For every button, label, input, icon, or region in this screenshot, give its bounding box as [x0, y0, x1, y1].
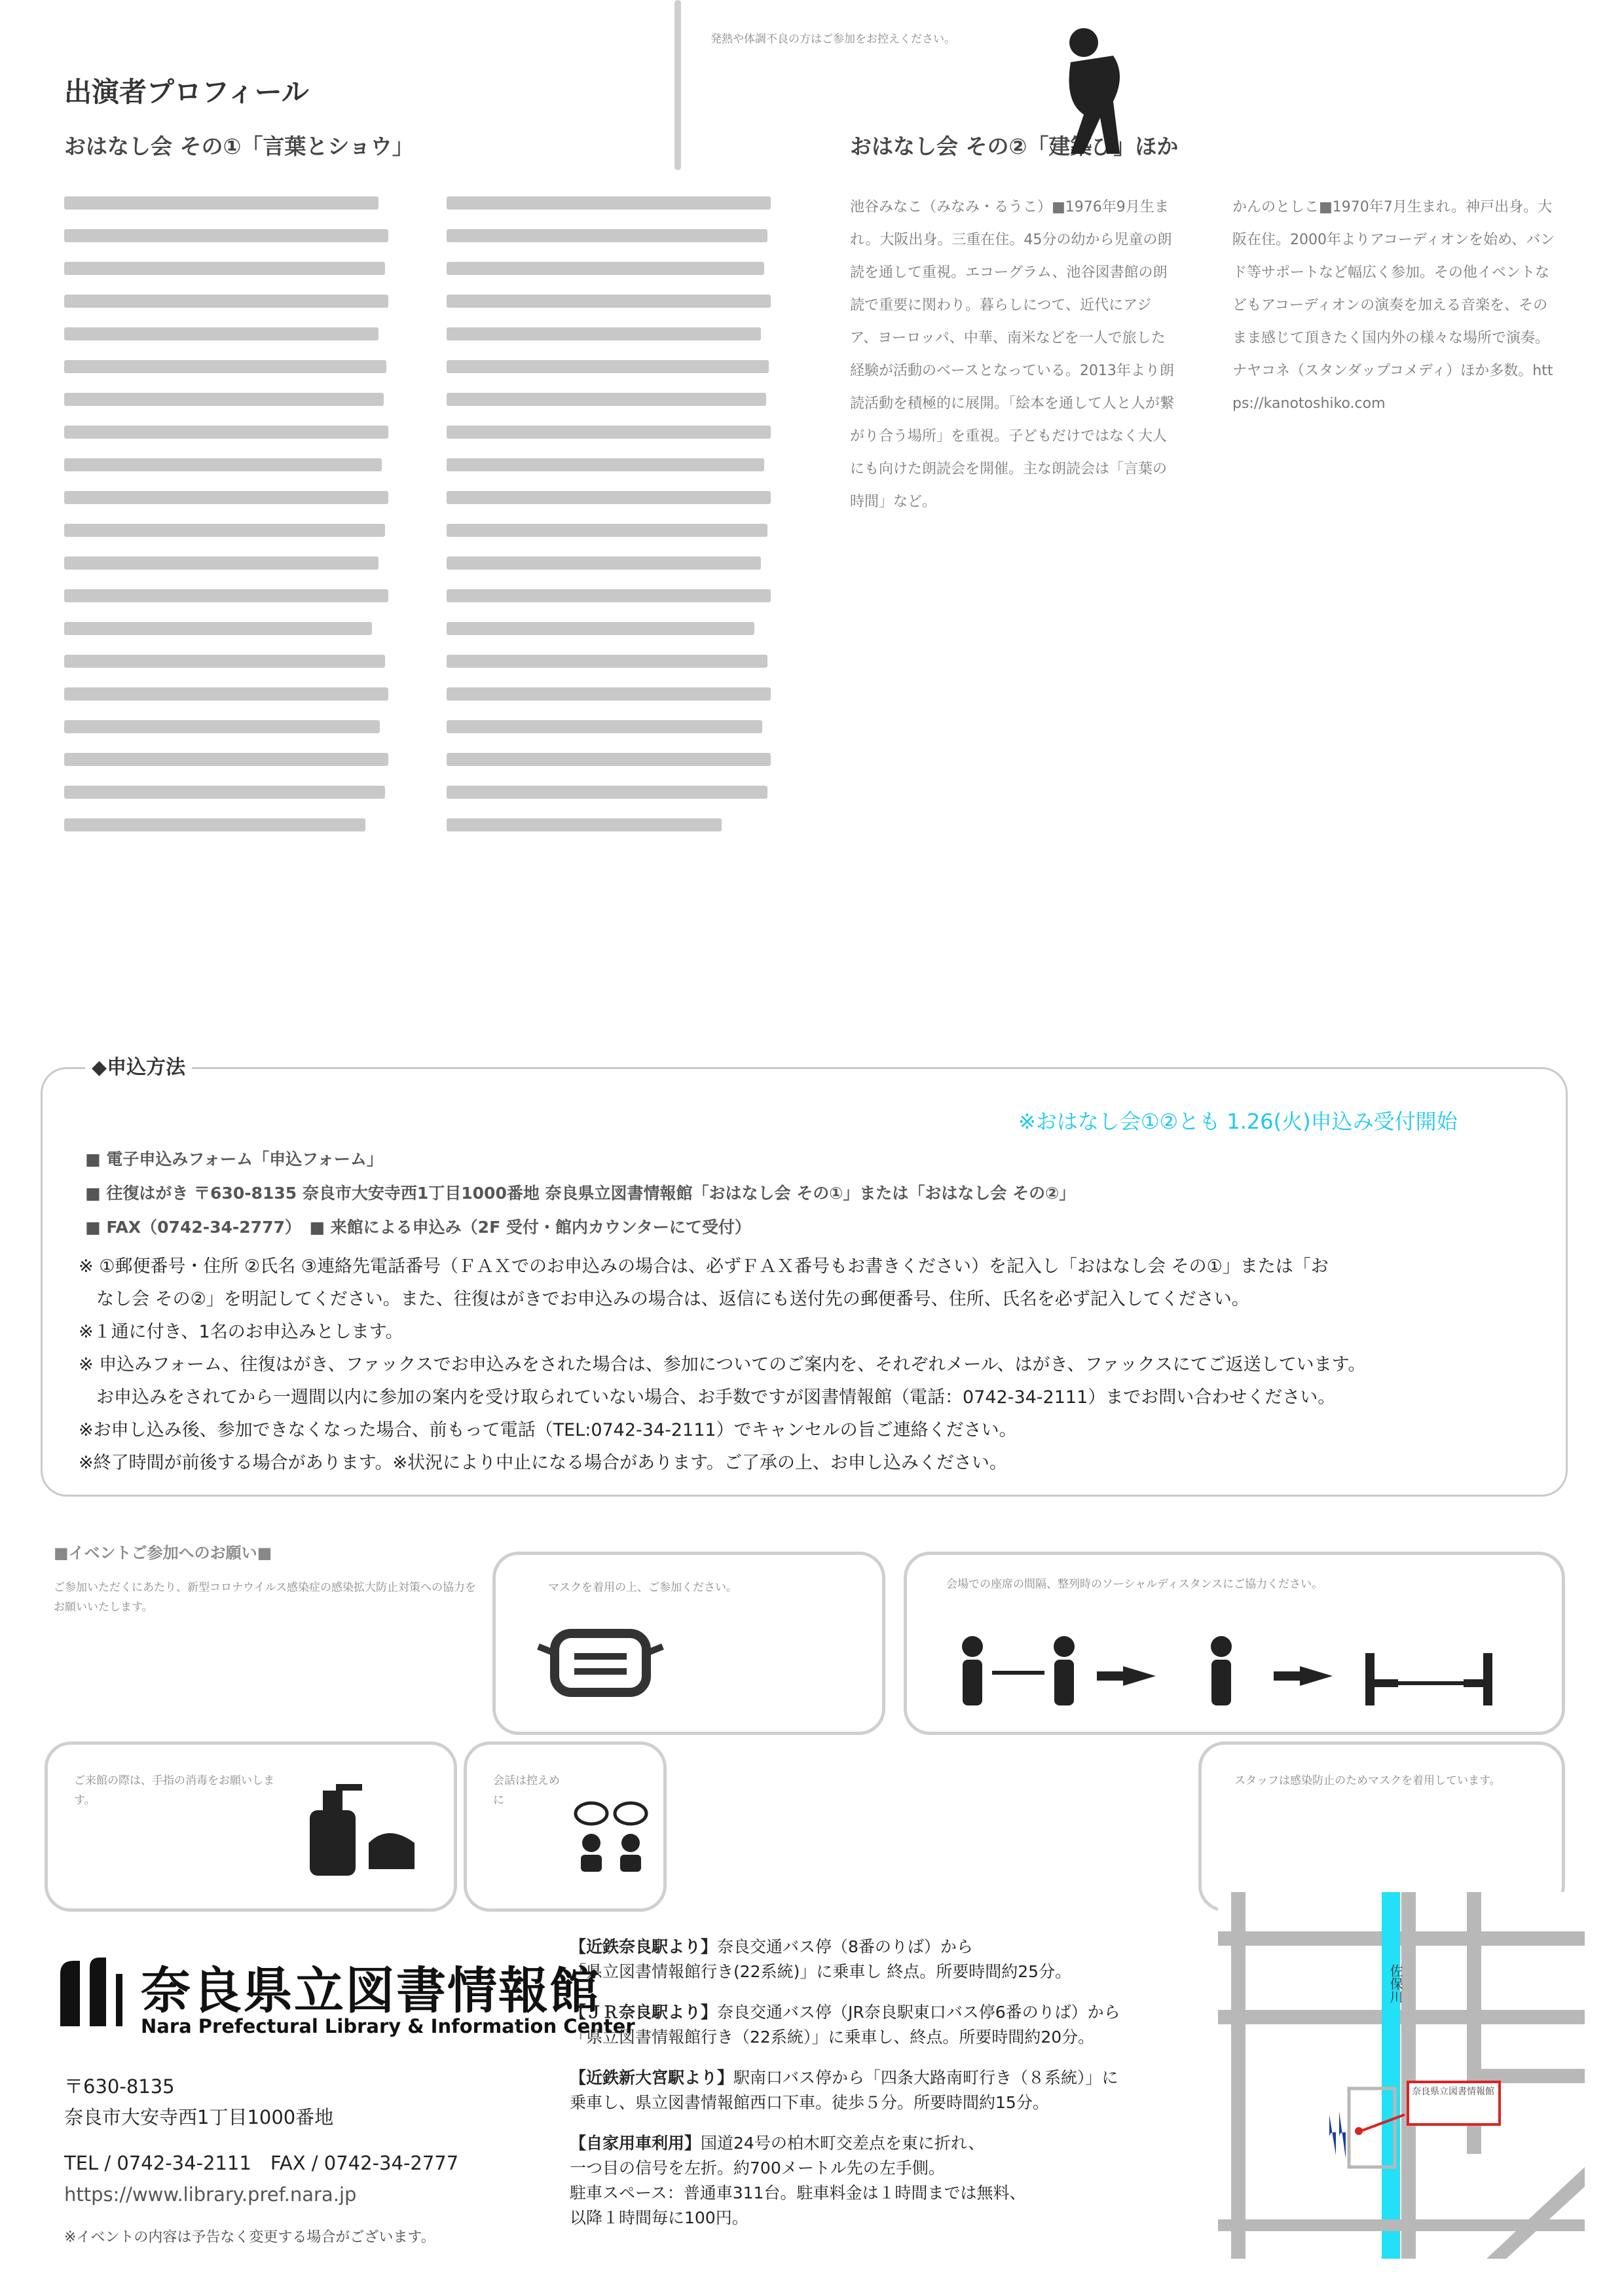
sick-person-icon: [1044, 23, 1149, 154]
access-item-line: 「県立図書情報館行き(22系統)」に乗車し 終点。所要時間約25分。: [570, 1962, 1072, 1981]
access-item-line: 一つ目の信号を左折。約700メートル先の左手側。: [570, 2159, 945, 2178]
access-item: 【近鉄奈良駅より】奈良交通バス停（8番のりば）から: [570, 1937, 973, 1956]
apply-note: ※お申し込み後、参加できなくなった場合、前もって電話（TEL:0742-34-2111）でキャンセルの旨ご連絡ください。: [79, 1420, 1017, 1440]
library-tel-fax: TEL / 0742-34-2111 FAX / 0742-34-2777: [64, 2152, 459, 2174]
caution-sick-text: 発熱や体調不良の方はご参加をお控えください。: [710, 33, 955, 46]
map-river-label: 佐保川: [1388, 1964, 1403, 2003]
apply-note: お申込みをされてから一週間以内に参加の案内を受け取られていない場合、お手数ですが図書情報館（電話：0742-34-2111）までお問い合わせください。: [79, 1387, 1336, 1408]
caution-distance-text: 会場での座席の間隔、整列時のソーシャルディスタンスにご協力ください。: [946, 1578, 1323, 1591]
library-logo-icon: [54, 1954, 129, 2033]
caution-talk-text: 会話は控えめに: [493, 1774, 560, 1807]
apply-method-form: ■ 電子申込みフォーム「申込フォーム」: [85, 1150, 383, 1169]
library-name-jp: 奈良県立図書情報館: [141, 1961, 600, 2020]
caution-title: ■イベントご参加へのお願い■: [54, 1544, 272, 1562]
apply-note: ※ 申込みフォーム、往復はがき、ファックスでお申込みをされた場合は、参加についてのご案内を、それぞれメール、はがき、ファックスにてご返送しています。: [79, 1355, 1366, 1375]
section2-column-right: かんのとしこ■1970年7月生まれ。神戸出身。大阪在住。2000年よりアコーディオンを始め、バンド等サポートなど幅広く参加。その他イベントなどもアコーディオンの演奏を加える音楽を、そのまま感じて頂きたく国内外の様々な場所で演奏。ナヤコネ（スタンダップコメディ）ほか多数。https://kanotoshiko.com: [1232, 199, 1555, 412]
access-item-line: 「県立図書情報館行き（22系統）」に乗車し、終点。所要時間約20分。: [570, 2028, 1095, 2047]
access-item-line: 駐車スペース：普通車311台。駐車料金は１時間までは無料、: [570, 2183, 1026, 2202]
caution-hand-text: ご来館の際は、手指の消毒をお願いします。: [74, 1774, 274, 1807]
access-map[interactable]: [1218, 1892, 1585, 2259]
apply-methods: [85, 1142, 1545, 1245]
access-item-line: 以降１時間毎に100円。: [570, 2208, 748, 2227]
caution-sick-box: [674, 0, 955, 170]
apply-method-fax: ■ FAX（0742-34-2777） ■ 来館による申込み（2F 受付・館内カウンターにて受付）: [85, 1218, 751, 1237]
section2-title: おはなし会 その②「建築び」ほか: [850, 134, 1179, 159]
caution-staff-box: [1198, 1741, 1565, 1912]
caution-mask-box: [492, 1552, 885, 1735]
talk-icon: [572, 1797, 650, 1876]
apply-method-postcard: ■ 往復はがき 〒630-8135 奈良市大安寺西1丁目1000番地 奈良県立図書情報館「おはなし会 その①」または「おはなし会 その②」: [85, 1184, 1076, 1203]
section1-column-right: [447, 196, 774, 851]
apply-start-notice: ※おはなし会①②とも 1.26(火)申込み受付開始: [1018, 1109, 1458, 1134]
apply-note: ※ ①郵便番号・住所 ②氏名 ③連絡先電話番号（ＦＡＸでのお申込みの場合は、必ずＦＡＸ番号もお書きください）を記入し「おはなし会 その①」または「お: [79, 1256, 1329, 1277]
caution-distance-box: [904, 1552, 1565, 1735]
access-item: 【自家用車利用】国道24号の柏木町交差点を東に折れ、: [570, 2134, 985, 2153]
map-library-label: 奈良県立図書情報館: [1412, 2086, 1494, 2097]
access-list: [570, 1935, 1198, 2231]
library-url[interactable]: https://www.library.pref.nara.jp: [64, 2183, 357, 2206]
mask-icon: [535, 1620, 666, 1705]
section1-column-left: [64, 196, 392, 851]
apply-title: ◆申込方法: [85, 1051, 192, 1080]
access-item: 【近鉄新大宮駅より】駅南口バス停から「四条大路南町行き（８系統）」に: [570, 2068, 1118, 2087]
library-address: 奈良市大安寺西1丁目1000番地: [64, 2106, 334, 2128]
disclaimer: ※イベントの内容は予告なく変更する場合がございます。: [64, 2229, 435, 2246]
section2-column-left: 池谷みなこ（みなみ・るうこ）■1976年9月生まれ。大阪出身。三重在住。45分の幼から児童の朗読を通して重視。エコーグラム、池谷図書館の朗読で重要に関わり。暮らしにつて、近代にアジア、ヨーロッパ、中華、南米などを一人で旅した経験が活動のベースとなっている。2013年より朗読活動を積極的に展開。「絵本を通して人と人が繋がり合う場所」を重視。子どもだけではなく大人にも向けた朗読会を開催。主な朗読会は「言葉の時間」など。: [850, 199, 1175, 510]
caution-staff-text: スタッフは感染防止のためマスクを着用しています。: [1234, 1774, 1501, 1787]
library-name-en: Nara Prefectural Library & Information Center: [141, 2015, 635, 2037]
apply-note: ※終了時間が前後する場合があります。※状況により中止になる場合があります。ご了承の上、お申し込みください。: [79, 1453, 1007, 1473]
caution-mask-text: マスクを着用の上、ご参加ください。: [548, 1581, 737, 1594]
access-item-line: 乗車し、県立図書情報館西口下車。徒歩５分。所要時間約15分。: [570, 2093, 1049, 2112]
access-item: 【ＪＲ奈良駅より】奈良交通バス停（JR奈良駅東口バス停6番のりば）から: [570, 2003, 1120, 2022]
map-graphic: [1218, 1892, 1585, 2259]
caution-intro: ご参加いただくにあたり、新型コロナウイルス感染症の感染拡大防止対策への協力をお願いいたします。: [54, 1581, 476, 1614]
caution-hand-box: [45, 1741, 457, 1912]
profile-heading: 出演者プロフィール: [64, 76, 309, 108]
apply-note: なし会 その②」を明記してください。また、往復はがきでお申込みの場合は、返信にも送付先の郵便番号、住所、氏名を必ず記入してください。: [79, 1289, 1249, 1309]
apply-note: ※１通に付き、1名のお申込みとします。: [79, 1322, 403, 1342]
library-postal: 〒630-8135: [64, 2075, 175, 2098]
hand-sanitizer-icon: [297, 1771, 428, 1882]
apply-notes: [79, 1250, 1552, 1480]
section1-title: おはなし会 その①「言葉とショウ」: [64, 134, 414, 159]
distance-icon: [946, 1627, 1522, 1712]
caution-talk-box: [464, 1741, 667, 1912]
